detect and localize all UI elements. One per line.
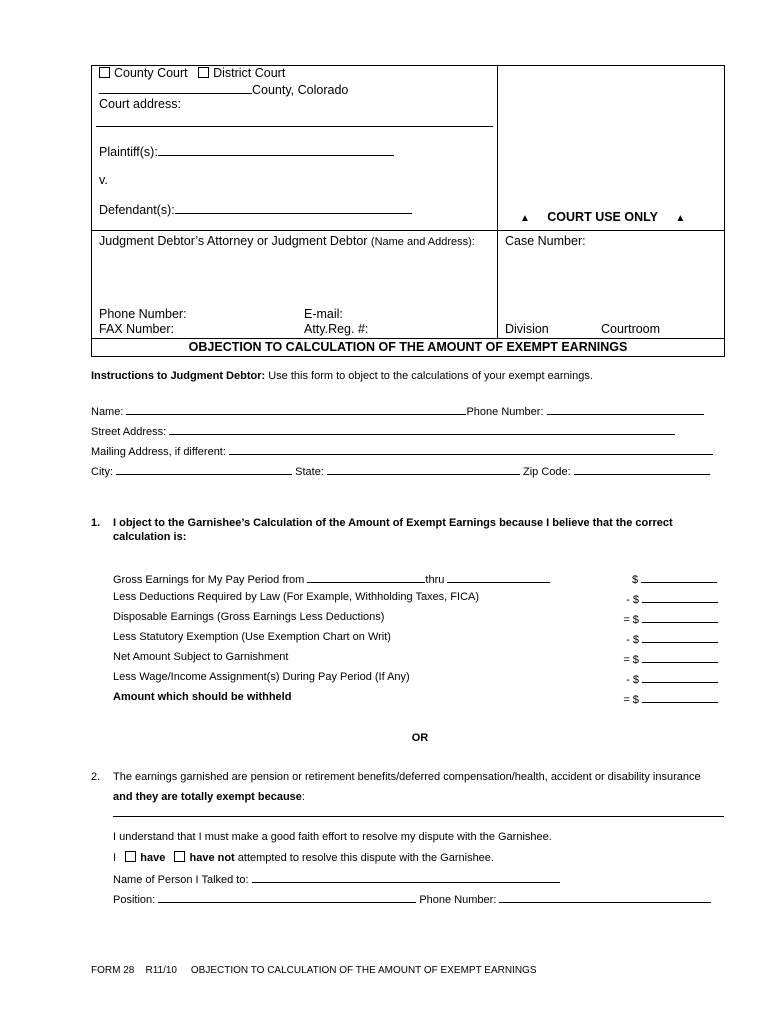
gross-amount — [632, 571, 717, 586]
calc-row — [113, 671, 410, 683]
court-address-field[interactable] — [96, 126, 493, 127]
instructions — [91, 370, 593, 382]
attorney-label: Judgment Debtor’s Attorney or Judgment Debtor — [99, 234, 368, 248]
attorney-note: (Name and Address): — [370, 236, 475, 248]
section2-line1: The earnings garnished are pension or retirement benefits/deferred compensation/health, accident or disability insurance — [113, 771, 701, 783]
division-label: Division — [505, 322, 549, 336]
calc-amount-field[interactable] — [642, 671, 718, 683]
calc-row-label: Disposable Earnings (Gross Earnings Less Deductions) — [113, 611, 385, 623]
name-label: Name: — [91, 406, 124, 418]
phone-number-label: Phone Number: — [99, 307, 187, 321]
calc-sign: = $ — [623, 654, 639, 666]
calc-row-total — [113, 691, 291, 703]
calc-row — [113, 651, 288, 663]
calc-row — [113, 591, 479, 603]
county-colorado-label: County, Colorado — [252, 83, 349, 97]
attorney-row — [99, 234, 475, 248]
fax-number-label: FAX Number: — [99, 322, 175, 336]
footer — [91, 965, 537, 976]
gross-earnings-row — [113, 571, 550, 586]
county-row — [99, 82, 348, 97]
section2-line2-row — [113, 791, 305, 803]
position-label: Position: — [113, 894, 156, 906]
mailing-row — [91, 443, 713, 458]
title-row-divider — [91, 338, 725, 339]
calc-amount-field[interactable] — [642, 631, 718, 643]
calc-sign: = $ — [623, 694, 639, 706]
have-checkbox[interactable] — [125, 851, 136, 862]
pay-period-thru-field[interactable] — [447, 571, 550, 583]
courtroom-label: Courtroom — [601, 322, 661, 336]
section1-heading-line2: calculation is: — [113, 531, 187, 543]
calc-amount-field[interactable] — [642, 651, 718, 663]
court-type-row — [99, 66, 285, 80]
thru-label: thru — [425, 574, 445, 586]
section1-heading-line1: I object to the Garnishee’s Calculation of the Amount of Exempt Earnings because I believe that the correct — [113, 517, 673, 529]
defendants-row — [99, 202, 412, 217]
calc-amount — [623, 691, 718, 706]
calc-row — [113, 611, 384, 623]
form-title: OBJECTION TO CALCULATION OF THE AMOUNT OF EXEMPT EARNINGS — [188, 340, 628, 354]
county-court-checkbox[interactable] — [99, 67, 110, 78]
understand-text: I understand that I must make a good faith effort to resolve my dispute with the Garnishee. — [113, 831, 552, 843]
footer-title: OBJECTION TO CALCULATION OF THE AMOUNT OF EXEMPT EARNINGS — [190, 965, 537, 976]
calc-sign: - $ — [626, 594, 639, 606]
calc-amount-field[interactable] — [642, 591, 718, 603]
calc-row-label: Net Amount Subject to Garnishment — [113, 651, 289, 663]
name-field[interactable] — [126, 403, 466, 415]
name-row — [91, 403, 704, 418]
email-label: E-mail: — [304, 307, 343, 321]
footer-form: FORM 28 — [91, 965, 135, 976]
instructions-lead: Instructions to Judgment Debtor: — [91, 370, 266, 382]
calc-sign: - $ — [626, 634, 639, 646]
have-label: have — [140, 852, 166, 864]
court-address-label: Court address: — [99, 97, 181, 111]
contact-phone-label: Phone Number: — [466, 406, 544, 418]
mailing-label: Mailing Address, if different: — [91, 446, 226, 458]
court-use-only-label: COURT USE ONLY — [547, 210, 658, 224]
person-row — [113, 871, 560, 886]
exempt-reason-field[interactable] — [113, 816, 724, 817]
caption-divider — [497, 65, 498, 339]
position-row — [113, 891, 711, 906]
have-not-label: have not — [189, 852, 235, 864]
calc-amount — [626, 671, 718, 686]
calc-amount-field[interactable] — [642, 691, 718, 703]
calc-row-label: Less Statutory Exemption (Use Exemption Chart on Writ) — [113, 631, 391, 643]
calc-amount — [623, 651, 718, 666]
street-row — [91, 423, 675, 438]
attempt-row — [113, 851, 494, 864]
defendants-label: Defendant(s): — [99, 203, 175, 217]
calc-amount-field[interactable] — [642, 611, 718, 623]
calc-row-label: Less Wage/Income Assignment(s) During Pay Period (If Any) — [113, 671, 410, 683]
zip-field[interactable] — [574, 463, 710, 475]
up-arrow-icon: ▲ — [520, 213, 530, 224]
versus-label: v. — [99, 173, 108, 187]
state-field[interactable] — [327, 463, 520, 475]
city-label: City: — [91, 466, 113, 478]
have-not-checkbox[interactable] — [174, 851, 185, 862]
section2-phone-label: Phone Number: — [419, 894, 497, 906]
state-label: State: — [295, 466, 324, 478]
attempted-text: attempted to resolve this dispute with the Garnishee. — [237, 852, 494, 864]
plaintiffs-field[interactable] — [158, 144, 394, 156]
person-field[interactable] — [252, 871, 560, 883]
calc-row-label: Amount which should be withheld — [113, 691, 292, 703]
gross-amount-field[interactable] — [641, 571, 717, 583]
gross-sign: $ — [632, 574, 639, 586]
footer-revision: R11/10 — [145, 965, 177, 976]
calc-row-label: Less Deductions Required by Law (For Example, Withholding Taxes, FICA) — [113, 591, 480, 603]
city-field[interactable] — [116, 463, 292, 475]
gross-earnings-label: Gross Earnings for My Pay Period from — [113, 574, 305, 586]
person-label: Name of Person I Talked to: — [113, 874, 249, 886]
zip-label: Zip Code: — [523, 466, 571, 478]
section2-number: 2. — [91, 771, 101, 783]
instructions-text: Use this form to object to the calculations of your exempt earnings. — [268, 370, 593, 382]
case-number-label: Case Number: — [505, 234, 586, 248]
caption-row-divider — [91, 230, 725, 231]
district-court-checkbox[interactable] — [198, 67, 209, 78]
mailing-field[interactable] — [229, 443, 713, 455]
pay-period-from-field[interactable] — [307, 571, 425, 583]
county-court-label: County Court — [114, 66, 188, 80]
section1-number: 1. — [91, 517, 101, 529]
plaintiffs-label: Plaintiff(s): — [99, 145, 158, 159]
defendants-field[interactable] — [175, 202, 412, 214]
district-court-label: District Court — [213, 66, 286, 80]
or-label: OR — [411, 732, 429, 744]
street-label: Street Address: — [91, 426, 167, 438]
calc-sign: = $ — [623, 614, 639, 626]
county-name-field[interactable] — [99, 82, 252, 94]
calc-row — [113, 631, 391, 643]
contact-phone-field[interactable] — [547, 403, 704, 415]
street-field[interactable] — [169, 423, 675, 435]
up-arrow-icon: ▲ — [675, 213, 686, 224]
section2-colon: : — [301, 791, 305, 803]
city-row — [91, 463, 710, 478]
position-field[interactable] — [158, 891, 416, 903]
section2-phone-field[interactable] — [499, 891, 711, 903]
court-use-only — [520, 210, 685, 224]
atty-reg-label: Atty.Reg. #: — [304, 322, 369, 336]
calc-amount — [626, 591, 718, 606]
calc-sign: - $ — [626, 674, 639, 686]
section2-line2: and they are totally exempt because — [113, 791, 302, 803]
calc-amount — [623, 611, 718, 626]
plaintiffs-row — [99, 144, 394, 159]
calc-amount — [626, 631, 718, 646]
i-label: I — [113, 852, 117, 864]
